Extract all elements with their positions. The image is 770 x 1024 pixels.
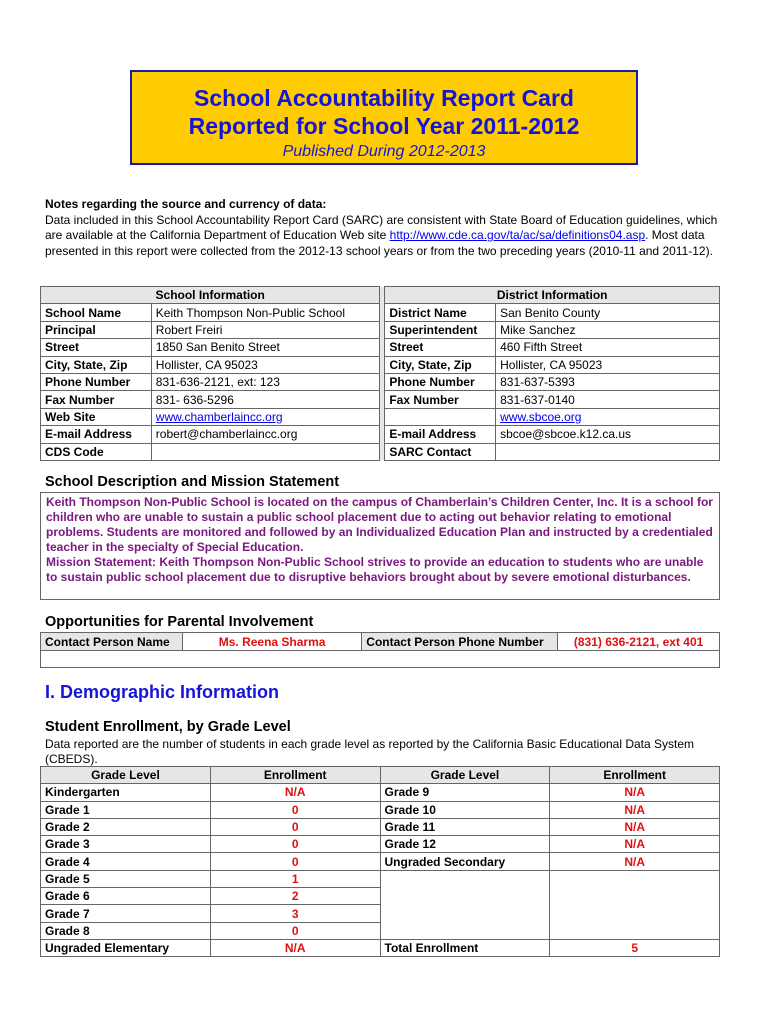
grade-label: Grade 2 xyxy=(41,818,211,835)
empty-cell xyxy=(550,870,720,939)
enrollment-value: N/A xyxy=(210,939,380,956)
empty-row xyxy=(41,651,720,668)
parental-heading: Opportunities for Parental Involvement xyxy=(45,614,314,630)
district-phone-value: 831-637-5393 xyxy=(496,373,720,390)
table-row xyxy=(41,870,720,887)
school-email-value: robert@chamberlaincc.org xyxy=(151,426,380,443)
title-box xyxy=(130,70,638,165)
enrollment-value: 0 xyxy=(210,801,380,818)
principal-label: Principal xyxy=(41,321,152,338)
grade-label: Grade 12 xyxy=(380,836,550,853)
contact-name-value: Ms. Reena Sharma xyxy=(182,633,361,651)
enrollment-value: N/A xyxy=(550,836,720,853)
enrollment-value: 1 xyxy=(210,870,380,887)
info-row xyxy=(41,426,720,443)
district-street-value: 460 Fifth Street xyxy=(496,339,720,356)
enrollment-heading: Student Enrollment, by Grade Level xyxy=(45,719,291,735)
school-name-label: School Name xyxy=(41,304,152,321)
mission-heading: School Description and Mission Statement xyxy=(45,474,340,490)
info-row xyxy=(41,339,720,356)
grade-label: Grade 1 xyxy=(41,801,211,818)
school-description: Keith Thompson Non-Public School is located on the campus of Chamberlain’s Children Center, Inc. It is a school for children who are unable to sustain a public school placement due to acting out behavior relating to emotional problems. Students are monitored and followed by an Individualized Education Plan and instructed by a credentialed teacher in the specialty of Special Education. xyxy=(46,495,713,554)
grade-label: Grade 4 xyxy=(41,853,211,870)
enrollment-value: N/A xyxy=(550,818,720,835)
table-row xyxy=(41,818,720,835)
empty-cell xyxy=(380,870,550,939)
enrollment-value: N/A xyxy=(550,784,720,801)
grade-label: Ungraded Secondary xyxy=(380,853,550,870)
school-email-label: E-mail Address xyxy=(41,426,152,443)
cde-link[interactable]: http://www.cde.ca.gov/ta/ac/sa/definitions04.asp xyxy=(389,228,646,242)
demographic-heading: I. Demographic Information xyxy=(45,682,280,702)
school-city-value: Hollister, CA 95023 xyxy=(151,356,380,373)
info-row xyxy=(41,304,720,321)
principal-value: Robert Freiri xyxy=(151,321,380,338)
district-website-label xyxy=(385,408,496,425)
col-grade-left: Grade Level xyxy=(41,767,211,784)
published-line: Published During 2012-2013 xyxy=(282,143,486,160)
table-row xyxy=(41,939,720,956)
grade-label: Grade 6 xyxy=(41,888,211,905)
enrollment-value: 0 xyxy=(210,836,380,853)
info-row xyxy=(41,373,720,390)
info-row xyxy=(41,443,720,460)
district-info-header: District Information xyxy=(385,287,720,304)
table-row xyxy=(41,836,720,853)
report-year: Reported for School Year 2011-2012 xyxy=(188,113,580,139)
school-street-value: 1850 San Benito Street xyxy=(151,339,380,356)
district-phone-label: Phone Number xyxy=(385,373,496,390)
school-website-label: Web Site xyxy=(41,408,152,425)
total-enrollment-value: 5 xyxy=(550,939,720,956)
school-website-link[interactable]: www.chamberlaincc.org xyxy=(155,409,283,424)
info-row xyxy=(41,356,720,373)
enrollment-value: 0 xyxy=(210,818,380,835)
table-row xyxy=(41,853,720,870)
parental-table xyxy=(40,632,720,668)
mission-statement: Mission Statement: Keith Thompson Non-Public School strives to provide an education to students who are unable to sustain public school placement due to disruptive behaviors brought about by severe emotional disturbances. xyxy=(46,555,704,584)
grade-label: Grade 3 xyxy=(41,836,211,853)
contact-phone-value: (831) 636-2121, ext 401 xyxy=(558,633,720,651)
enrollment-value: 0 xyxy=(210,922,380,939)
grade-label: Ungraded Elementary xyxy=(41,939,211,956)
enrollment-value: N/A xyxy=(550,853,720,870)
enrollment-value: 2 xyxy=(210,888,380,905)
district-name-label: District Name xyxy=(385,304,496,321)
enrollment-note: Data reported are the number of students in each grade level as reported by the California Basic Educational Data System (CBEDS). xyxy=(45,737,695,766)
district-city-label: City, State, Zip xyxy=(385,356,496,373)
school-phone-label: Phone Number xyxy=(41,373,152,390)
contact-name-label: Contact Person Name xyxy=(41,633,183,651)
info-table xyxy=(40,286,720,461)
enrollment-value: N/A xyxy=(550,801,720,818)
district-fax-label: Fax Number xyxy=(385,391,496,408)
district-email-label: E-mail Address xyxy=(385,426,496,443)
grade-label: Grade 10 xyxy=(380,801,550,818)
notes-section xyxy=(45,197,735,259)
sarc-contact-value xyxy=(496,443,720,460)
school-city-label: City, State, Zip xyxy=(41,356,152,373)
enrollment-value: 3 xyxy=(210,905,380,922)
grade-label: Kindergarten xyxy=(41,784,211,801)
table-row xyxy=(41,784,720,801)
district-name-value: San Benito County xyxy=(496,304,720,321)
report-title: School Accountability Report Card xyxy=(194,85,574,111)
school-fax-value: 831- 636-5296 xyxy=(151,391,380,408)
grade-label: Grade 8 xyxy=(41,922,211,939)
superintendent-label: Superintendent xyxy=(385,321,496,338)
school-street-label: Street xyxy=(41,339,152,356)
school-fax-label: Fax Number xyxy=(41,391,152,408)
grade-label: Grade 9 xyxy=(380,784,550,801)
total-enrollment-label: Total Enrollment xyxy=(380,939,550,956)
notes-text-2: . Most data presented in this report were collected from the 2012-13 school years or from the two preceding years (2010-11 and 2011-12). xyxy=(45,228,713,258)
school-name-value: Keith Thompson Non-Public School xyxy=(151,304,380,321)
enrollment-value: 0 xyxy=(210,853,380,870)
school-info-header: School Information xyxy=(41,287,380,304)
col-enroll-left: Enrollment xyxy=(210,767,380,784)
district-fax-value: 831-637-0140 xyxy=(496,391,720,408)
col-grade-right: Grade Level xyxy=(380,767,550,784)
cds-code-value xyxy=(151,443,380,460)
info-row xyxy=(41,391,720,408)
sarc-contact-label: SARC Contact xyxy=(385,443,496,460)
mission-box xyxy=(40,492,720,600)
table-row xyxy=(41,801,720,818)
grade-label: Grade 11 xyxy=(380,818,550,835)
enrollment-value: N/A xyxy=(210,784,380,801)
superintendent-value: Mike Sanchez xyxy=(496,321,720,338)
col-enroll-right: Enrollment xyxy=(550,767,720,784)
school-phone-value: 831-636-2121, ext: 123 xyxy=(151,373,380,390)
info-row xyxy=(41,408,720,425)
info-row xyxy=(41,321,720,338)
notes-text-1: Data included in this School Accountability Report Card (SARC) are consistent with State Board of Education guidelines, which are available at the California Department of Education Web site xyxy=(45,212,718,242)
contact-phone-label: Contact Person Phone Number xyxy=(362,633,558,651)
grade-label: Grade 7 xyxy=(41,905,211,922)
district-email-value: sbcoe@sbcoe.k12.ca.us xyxy=(496,426,720,443)
cds-code-label: CDS Code xyxy=(41,443,152,460)
grade-label: Grade 5 xyxy=(41,870,211,887)
district-street-label: Street xyxy=(385,339,496,356)
district-website-link[interactable]: www.sbcoe.org xyxy=(500,409,582,424)
enrollment-table xyxy=(40,766,720,957)
notes-heading: Notes regarding the source and currency of data: xyxy=(45,197,327,211)
district-city-value: Hollister, CA 95023 xyxy=(496,356,720,373)
